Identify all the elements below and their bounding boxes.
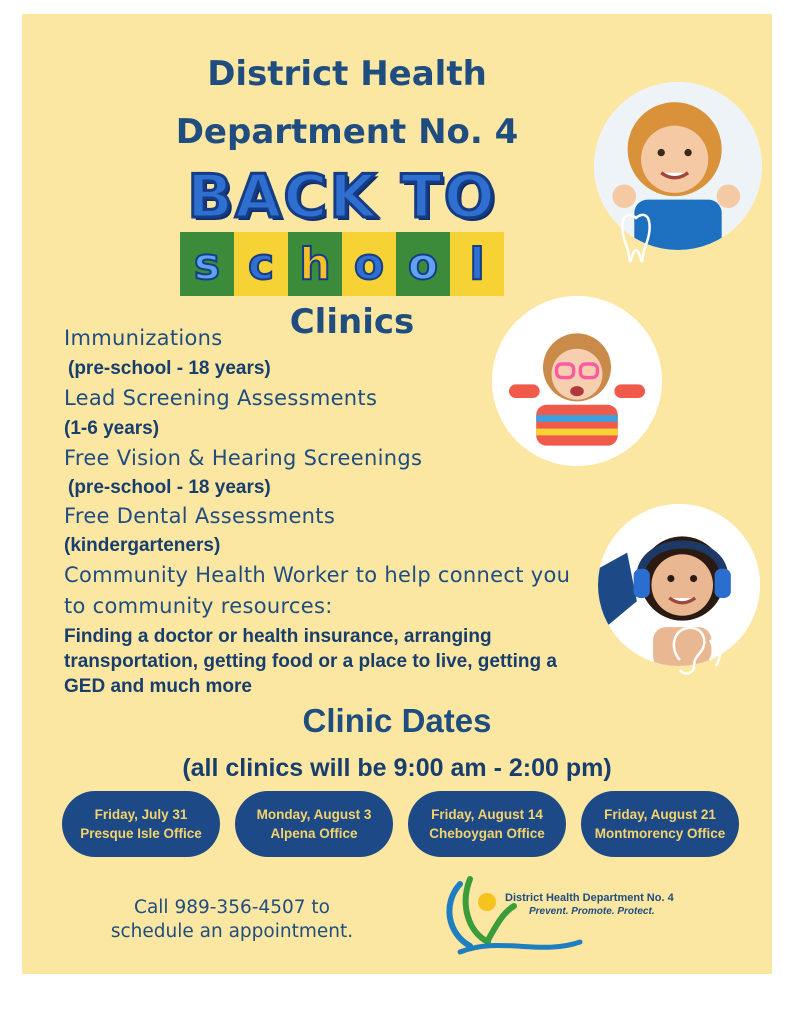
clinic-date: Friday, August 21: [604, 807, 716, 822]
school-tile: h: [288, 232, 342, 296]
clinic-date: Monday, August 3: [256, 807, 372, 822]
back-to-heading: BACK TO: [187, 162, 497, 232]
call-to-action: [82, 896, 382, 944]
service-ages: (1-6 years): [64, 418, 160, 439]
clinic-date-pill: [581, 791, 739, 857]
school-tile: c: [234, 232, 288, 296]
school-tile: o: [396, 232, 450, 296]
clinic-date: Friday, July 31: [94, 807, 188, 822]
community-worker-line1: Community Health Worker to help connect you: [64, 563, 571, 587]
call-line1: Call 989-356-4507 to: [134, 897, 330, 918]
logo-org-name: District Health Department No. 4: [505, 892, 674, 904]
clinics-heading: Clinics: [289, 302, 415, 342]
clinic-dates-heading: Clinic Dates: [302, 702, 492, 739]
school-letter-tiles: [180, 232, 504, 296]
clinic-date-pill: [235, 791, 393, 857]
service-name: Free Vision & Hearing Screenings: [64, 446, 423, 470]
flyer: [22, 14, 772, 974]
service-ages: (pre-school - 18 years): [68, 477, 271, 498]
clinic-office: Cheboygan Office: [429, 826, 545, 841]
school-tile: s: [180, 232, 234, 296]
clinic-office: Alpena Office: [270, 826, 358, 841]
service-name: Lead Screening Assessments: [64, 386, 378, 410]
service-ages: (pre-school - 18 years): [68, 358, 271, 379]
clinic-office: Presque Isle Office: [80, 826, 202, 841]
community-worker-line2: to community resources:: [64, 594, 333, 618]
service-ages: (kindergarteners): [64, 535, 221, 556]
community-worker-details: Finding a doctor or health insurance, arranging transportation, getting food or a place to live, getting a GED and much more: [64, 626, 557, 697]
clinic-date-pill: [408, 791, 566, 857]
school-tile: l: [450, 232, 504, 296]
clinic-date-pill: [62, 791, 220, 857]
clinic-date: Friday, August 14: [431, 807, 543, 822]
photo-girl-with-glasses: [492, 296, 662, 466]
service-name: Immunizations: [64, 326, 223, 350]
school-tile: o: [342, 232, 396, 296]
clinic-hours: (all clinics will be 9:00 am - 2:00 pm): [182, 754, 612, 782]
service-name: Free Dental Assessments: [64, 504, 336, 528]
ear-icon: [666, 620, 724, 680]
logo-tagline: Prevent. Promote. Protect.: [529, 906, 655, 917]
org-title-line1: District Health: [207, 54, 487, 94]
clinic-office: Montmorency Office: [594, 826, 726, 841]
call-line2: schedule an appointment.: [110, 921, 354, 942]
tooth-icon: [618, 210, 654, 266]
org-title-line2: Department No. 4: [175, 112, 519, 152]
